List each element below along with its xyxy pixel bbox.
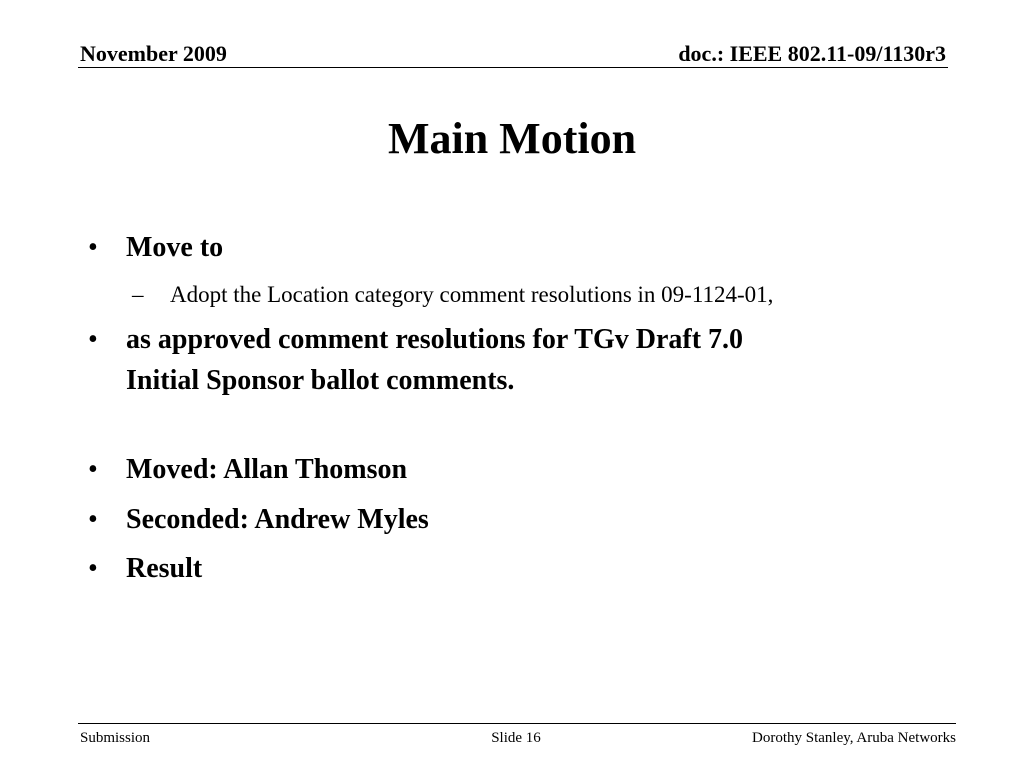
header-date: November 2009 bbox=[80, 41, 227, 66]
bullet-moved: Moved: Allan Thomson bbox=[126, 454, 408, 485]
footer-divider bbox=[78, 723, 956, 724]
header-divider bbox=[78, 67, 948, 68]
bullet-result: Result bbox=[126, 553, 203, 584]
bullet-approved-line-1: as approved comment resolutions for TGv Draft 7.0 bbox=[126, 324, 744, 355]
bullet-marker: • bbox=[88, 504, 98, 535]
footer-submission: Submission bbox=[80, 730, 151, 746]
sub-bullet-marker: – bbox=[132, 282, 144, 307]
bullet-marker: • bbox=[88, 232, 98, 263]
bullet-approved-line-2: Initial Sponsor ballot comments. bbox=[126, 365, 515, 396]
footer-author: Dorothy Stanley, Aruba Networks bbox=[752, 730, 956, 746]
sub-bullet-adopt: Adopt the Location category comment resolutions in 09-1124-01, bbox=[170, 282, 774, 307]
bullet-marker: • bbox=[88, 454, 98, 485]
bullet-seconded: Seconded: Andrew Myles bbox=[126, 504, 429, 535]
bullet-move-to: Move to bbox=[126, 232, 224, 263]
footer-slide-number: Slide 16 bbox=[491, 730, 541, 746]
header-doc-id: doc.: IEEE 802.11-09/1130r3 bbox=[678, 41, 946, 66]
bullet-marker: • bbox=[88, 324, 98, 355]
bullet-marker: • bbox=[88, 553, 98, 584]
slide-title: Main Motion bbox=[387, 114, 637, 163]
